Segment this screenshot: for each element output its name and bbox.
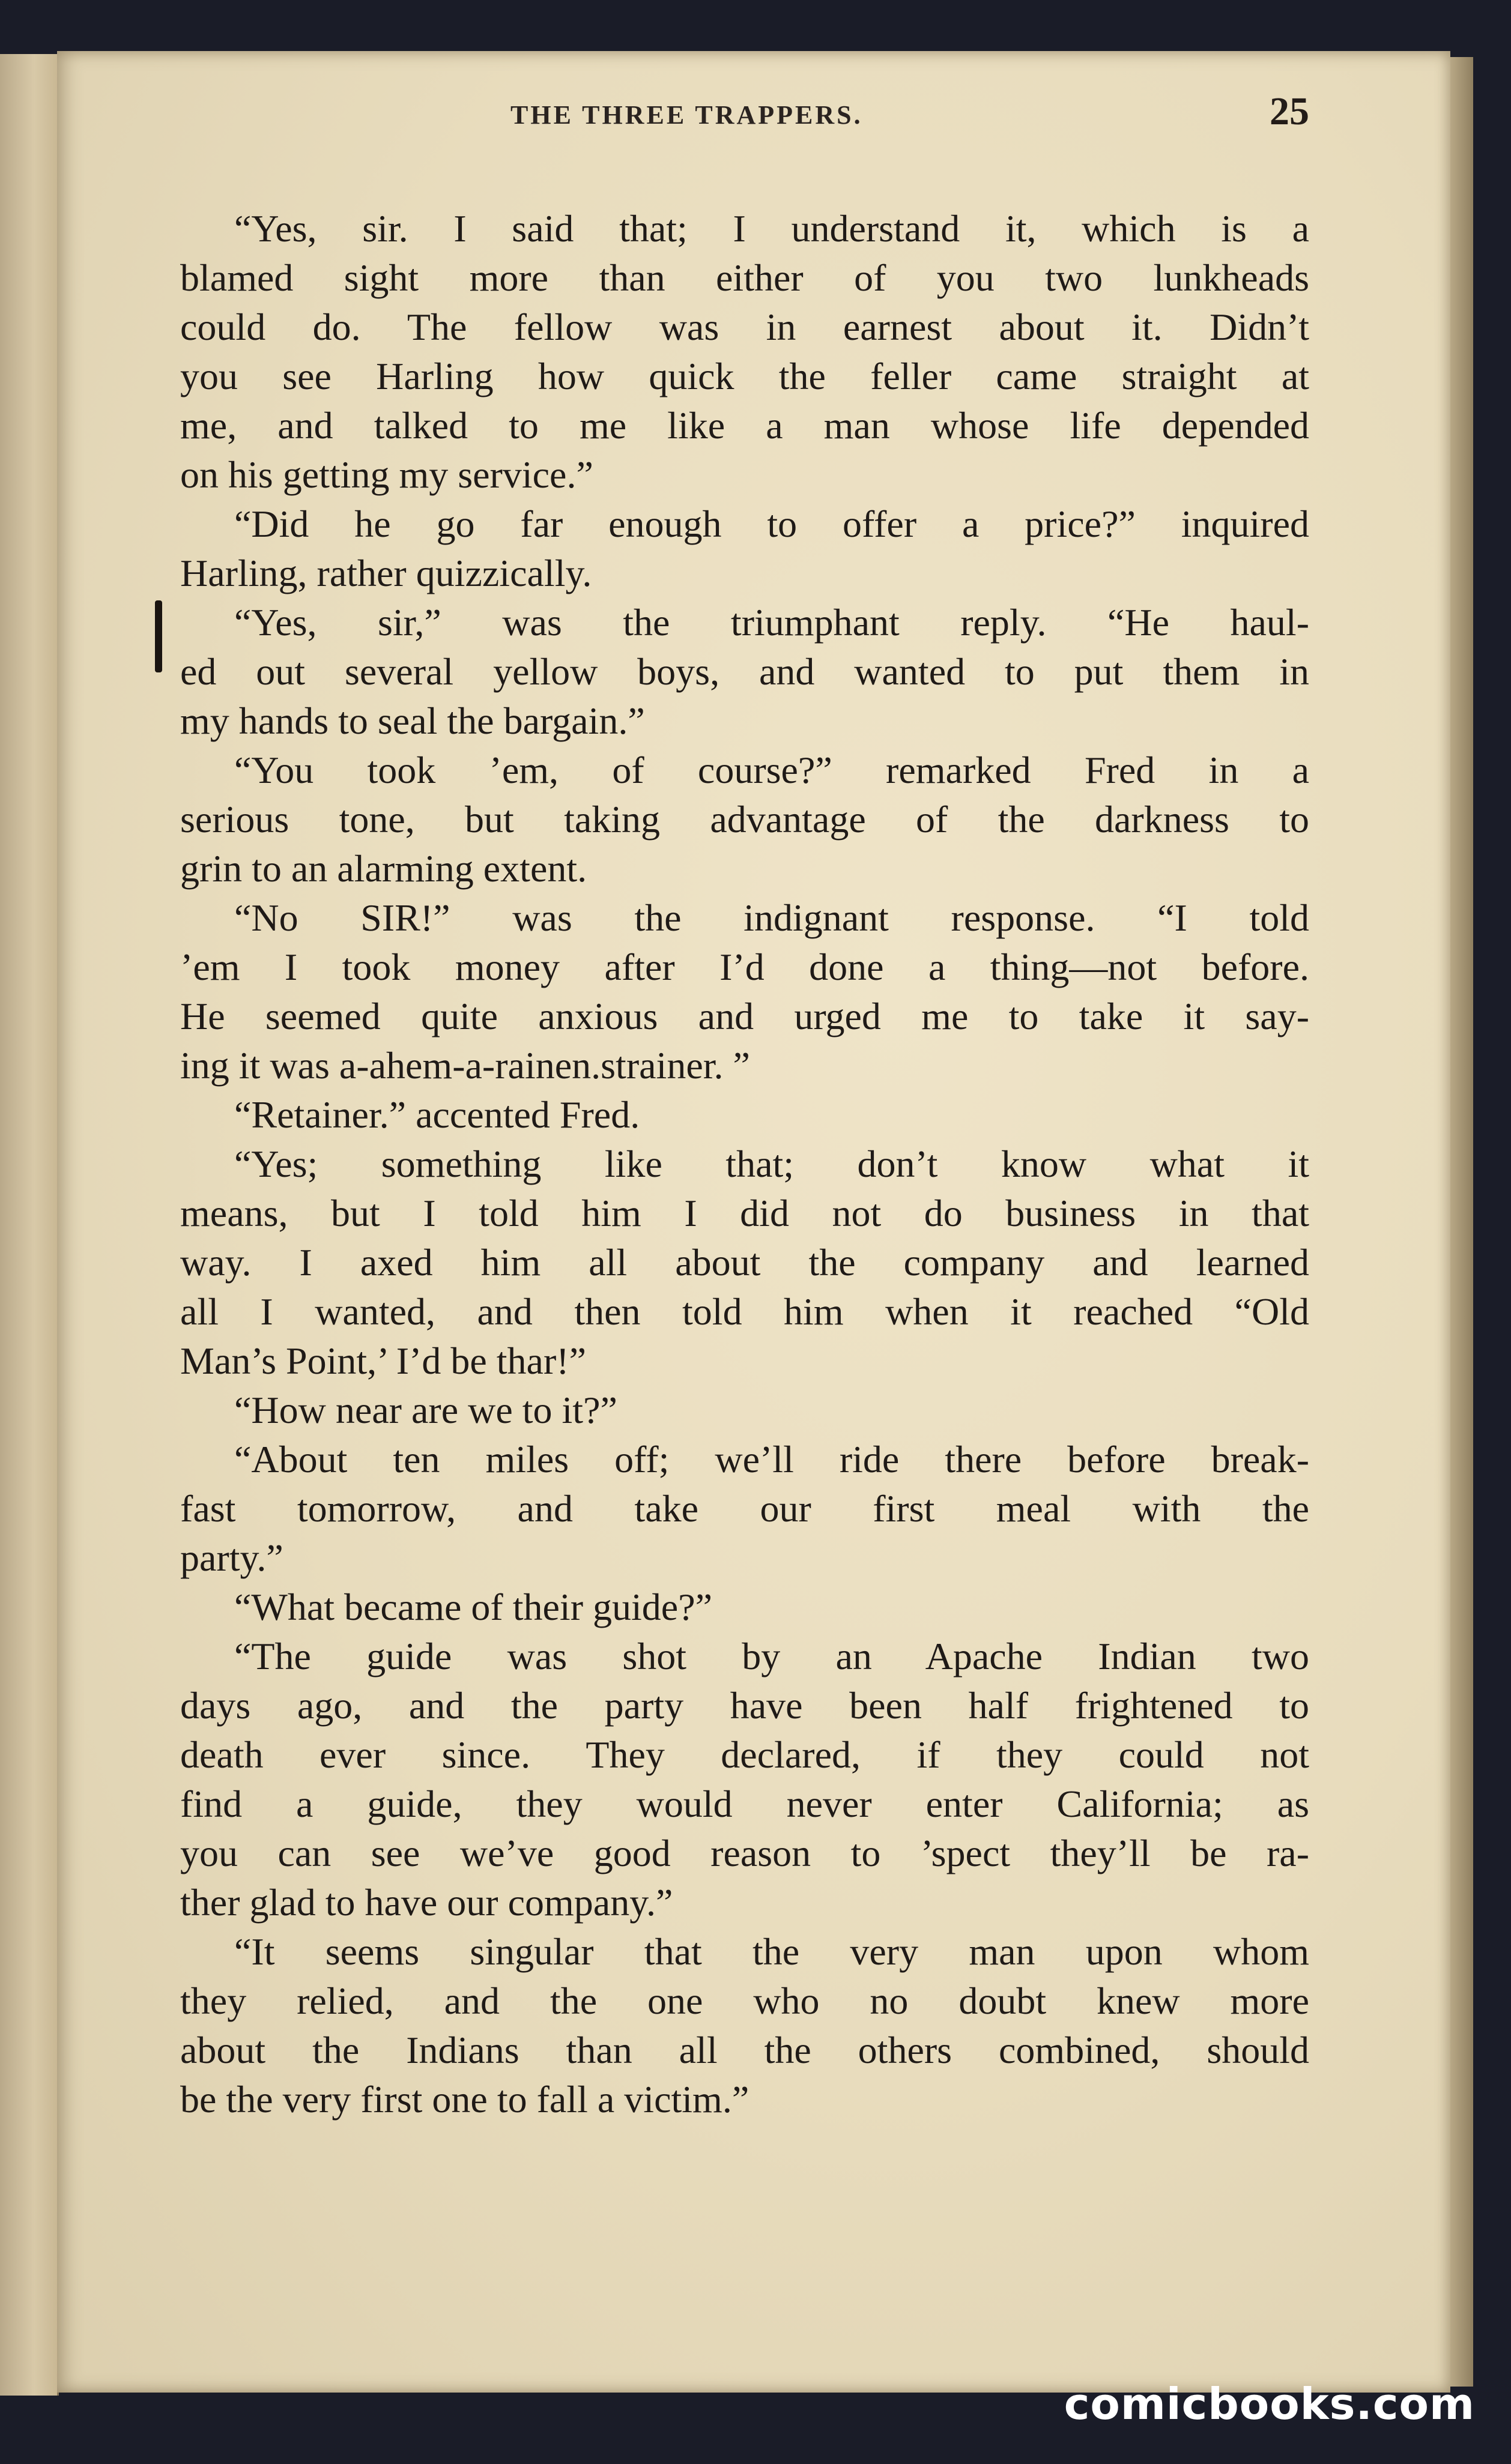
text-line: “It seems singular that the very man upon whom <box>234 1930 1309 1973</box>
text-line: He seemed quite anxious and urged me to take it say- <box>180 995 1309 1037</box>
text-line: means, but I told him I did not do business in that <box>180 1192 1309 1234</box>
text-line: ed out several yellow boys, and wanted to put them in <box>180 650 1309 693</box>
text-line: way. I axed him all about the company and learned <box>180 1241 1309 1284</box>
text-line: “The guide was shot by an Apache Indian two <box>234 1635 1309 1677</box>
text-line: “About ten miles off; we’ll ride there before break- <box>234 1438 1309 1481</box>
text-line: ’em I took money after I’d done a thing—not before. <box>180 946 1309 988</box>
text-line: all I wanted, and then told him when it reached “Old <box>180 1290 1309 1333</box>
page-stack-edge <box>1450 57 1473 2387</box>
text-line: be the very first one to fall a victim.” <box>180 2078 749 2121</box>
text-line: days ago, and the party have been half frightened to <box>180 1684 1309 1727</box>
margin-ink-mark <box>155 600 162 672</box>
text-line: ther glad to have our company.” <box>180 1881 673 1924</box>
text-line: you see Harling how quick the feller came straight at <box>180 355 1309 397</box>
text-line: me, and talked to me like a man whose life depended <box>180 404 1309 447</box>
text-line: ing it was a-ahem-a-rainen.strainer. ” <box>180 1044 750 1087</box>
text-line: you can see we’ve good reason to ’spect they’ll be ra- <box>180 1832 1309 1874</box>
text-line: find a guide, they would never enter California; as <box>180 1783 1309 1825</box>
text-line: Man’s Point,’ I’d be thar!” <box>180 1339 586 1382</box>
text-line: fast tomorrow, and take our first meal with the <box>180 1487 1309 1530</box>
running-head <box>126 89 1327 143</box>
text-line: “How near are we to it?” <box>234 1389 617 1431</box>
text-line: my hands to seal the bargain.” <box>180 699 645 742</box>
text-line: “Retainer.” accented Fred. <box>234 1093 640 1136</box>
page-number: 25 <box>1270 89 1309 133</box>
body-text <box>180 204 1309 2124</box>
text-line: “Did he go far enough to offer a price?” inquired <box>234 503 1309 545</box>
text-line: “You took ’em, of course?” remarked Fred in a <box>234 749 1309 791</box>
text-line: death ever since. They declared, if they could not <box>180 1733 1309 1776</box>
text-line: serious tone, but taking advantage of the darkness to <box>180 798 1309 841</box>
text-line: grin to an alarming extent. <box>180 847 587 890</box>
running-head-title: THE THREE TRAPPERS. <box>510 100 863 130</box>
text-line: “Yes; something like that; don’t know what it <box>234 1143 1309 1185</box>
text-line: party.” <box>180 1536 283 1579</box>
watermark: comicbooks.com <box>1064 2379 1475 2429</box>
text-line: “Yes, sir. I said that; I understand it, which is a <box>234 207 1309 250</box>
facing-page-edge <box>0 54 59 2396</box>
text-line: blamed sight more than either of you two lunkheads <box>180 256 1309 299</box>
text-line: Harling, rather quizzically. <box>180 552 592 594</box>
text-line: “Yes, sir,” was the triumphant reply. “He haul- <box>234 601 1309 644</box>
text-line: “What became of their guide?” <box>234 1586 712 1628</box>
text-line: could do. The fellow was in earnest about it. Didn’t <box>180 306 1309 348</box>
text-line: they relied, and the one who no doubt knew more <box>180 1979 1309 2022</box>
text-line: on his getting my service.” <box>180 453 593 496</box>
text-line: about the Indians than all the others combined, should <box>180 2029 1309 2071</box>
text-line: “No SIR!” was the indignant response. “I told <box>234 896 1309 939</box>
